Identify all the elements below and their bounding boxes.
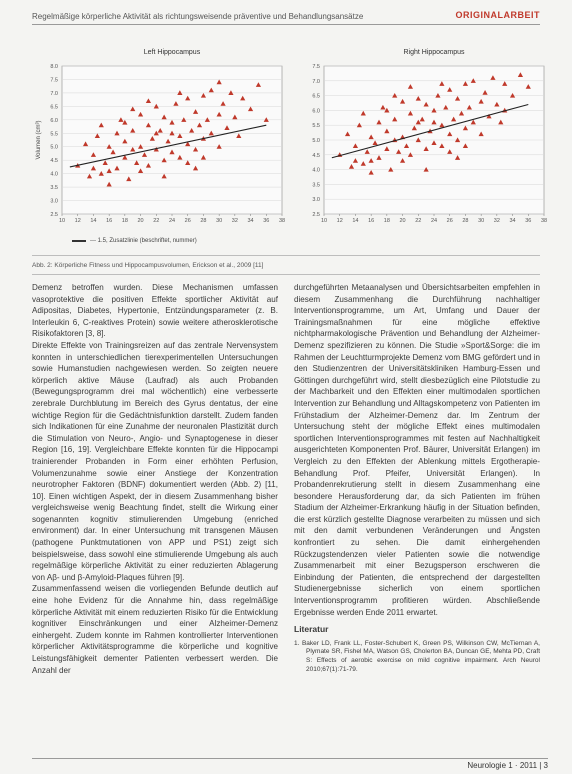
x-tick-label: 24 (168, 218, 176, 224)
x-tick-label: 28 (200, 218, 207, 224)
x-tick-label: 20 (399, 218, 406, 224)
x-tick-label: 10 (58, 218, 66, 224)
plot-area (62, 66, 282, 214)
body-column-right (294, 282, 540, 740)
literature-heading: Literatur (294, 624, 329, 635)
y-tick-label: 6.5 (312, 93, 320, 100)
legend-label: --- 1.5, Zusatzlinie (beschriftet, nummer) (90, 238, 197, 244)
page-footer (32, 758, 548, 771)
paragraph: durchgeführten Metaanalysen und Übersichtsarbeiten empfehlen in diesem Zusammenhang die Durchführung nachhaltiger Interventionsprogramme, um Art, Umfang und Dauer der Trainingsmaßnahmen für eine mögliche effektive nichtpharmakologische Prävention und Behandlung der Alzheimer-Demenz spezifizieren zu können. Die Studie »Sport&Sorge: die im Rahmen der Leuchtturmprojekte Demenz vom BMG gefördert und in den Studienzentren der Universitätskliniken Hamburg-Essen und Göttingen durchgeführt wird, stellt diesbezüglich eine Pilotstudie zu der Machbarkeit und den Effekten einer multimodalen sportlichen Intervention zur Behandlung und Alltagskompetenz von Patienten im Frühstadium der Alzheimer-Demenz dar. Im Zentrum der Untersuchung steht der mögliche Effekt eines multimodalen sportlichen Interventionsprogrammes mit festen auf Nachhaltigkeit ausgerichteten Komponenten Prof. Bäurer, Universität Erlangen) im Vergleich zu den Effekten der Ablenkung mittels Ergotherapie-Behandlung Prof. Pfeifer, Universität Erlangen). In Probandenrekrutierung stellt in diesem Zusammenhang eine besondere Herausforderung dar, da sich Patienten im frühen Stadium der Alzheimer-Erkrankung häufig in der Situation befinden, die erst kürzlich gestellte Diagnose verarbeiten zu müssen und sich mit den damit verbundenen Veränderungen und Ängsten konfrontiert zu sehen. Die damit einhergehenden Rückzugstendenzen vieler Patienten sowie die notwendige Zusammenarbeit mit einer Bezugsperson erschweren die Einbindung der Patienten, die entsprechend der dargestellten Studienergebnisse sicherlich von einem sportlichen Interventionsprogramm profitieren würden. Abschließende Ergebnisse werden Ende 2011 erwartet. (294, 283, 540, 617)
body-columns (32, 282, 540, 740)
legend-line-swatch (72, 240, 86, 242)
figure-legend (72, 238, 197, 244)
x-tick-label: 38 (540, 218, 548, 224)
x-tick-label: 12 (336, 218, 343, 224)
y-tick-label: 4.5 (312, 152, 320, 159)
figure-caption: Abb. 2: Körperliche Fitness und Hippocampusvolumen, Erickson et al., 2009 [11] (32, 262, 264, 269)
y-tick-label: 6.0 (50, 117, 58, 124)
x-tick-label: 34 (509, 218, 516, 224)
y-tick-label: 2.5 (312, 212, 320, 218)
running-header (32, 8, 540, 25)
y-tick-label: 7.0 (50, 90, 58, 97)
y-tick-label: 5.5 (50, 131, 58, 138)
x-tick-label: 18 (121, 218, 128, 224)
y-tick-label: 4.0 (312, 167, 320, 174)
x-tick-label: 14 (352, 218, 359, 224)
x-tick-label: 16 (106, 218, 113, 224)
y-tick-label: 5.0 (312, 138, 320, 144)
x-tick-label: 10 (320, 218, 328, 224)
x-tick-label: 28 (462, 218, 469, 224)
x-tick-label: 20 (137, 218, 144, 224)
figure-divider (32, 255, 540, 256)
reference-item: 1. Baker LD, Frank LL, Foster-Schubert K, Green PS, Wilkinson CW, McTiernan A, Plymate SR, Fishel MA, Watson GS, Cholerton BA, Duncan GE, Mehta PD, Craft S: Effects of aerobic exercise on mild cognitive impairment. Arch Neurol 2010;67(1):71-79. (294, 639, 540, 673)
x-tick-label: 26 (184, 218, 191, 224)
y-tick-label: 7.5 (50, 77, 58, 84)
x-tick-label: 24 (430, 218, 438, 224)
caption-divider (32, 274, 540, 275)
x-tick-label: 12 (74, 218, 81, 224)
y-tick-label: 5.5 (312, 123, 320, 130)
page-number: Neurologie 1 · 2011 | 3 (467, 761, 548, 770)
y-tick-label: 6.0 (312, 108, 320, 115)
y-tick-label: 3.5 (50, 185, 58, 192)
x-tick-label: 22 (415, 218, 422, 224)
x-tick-label: 14 (90, 218, 97, 224)
chart-title: Right Hippocampus (403, 49, 465, 56)
x-tick-label: 32 (493, 218, 500, 224)
figure (32, 36, 552, 242)
x-tick-label: 36 (263, 218, 270, 224)
y-axis-label: Volumen (cm³) (36, 120, 42, 160)
x-tick-label: 30 (216, 218, 223, 224)
y-tick-label: 3.0 (312, 197, 320, 204)
x-tick-label: 16 (368, 218, 375, 224)
x-tick-label: 22 (153, 218, 160, 224)
left-hippocampus-chart (32, 36, 290, 226)
y-tick-label: 8.0 (50, 64, 58, 70)
y-tick-label: 4.0 (50, 171, 58, 178)
y-tick-label: 6.5 (50, 104, 58, 111)
body-column-left (32, 282, 278, 740)
section-label: ORIGINALARBEIT (455, 10, 540, 20)
paragraph: Direkte Effekte von Trainingsreizen auf das zentrale Nervensystem konnten in unterschiedlichen tierexperimentellen Untersuchungen sowie Humanstudien nachgewiesen werden. So zeigten neuere körperlich aktive Mäuse (Laufrad) als auch Probanden (Bewegungsprogramm drei mal wöchentlich) eine verbesserte zerebrale Durchblutung im Bereich des Gyrus dentatus, der eine wichtige Region für die Gedächtnisfunktion darstellt. Zudem fanden sich Indikationen für eine Zunahme der neuronalen Plastizität durch die Stimulation von Neuro-, Angio- und Synaptogenese in dieser Region [16, 19]. Vergleichbare Effekte konnten für die Hippocampi trainierender Probanden in Form einer erhöhten Perfusion, Volumenzunahme sowie einer Anstiege der Konzentration neurotropher Faktoren (BDNF) dokumentiert werden (Abb. 2) [11, 10]. Einen wichtigen Aspekt, der in diesem Zusammenhang bisher vergleichsweise wenig Beachtung findet, stellt die Wirkung einer sogenannten kognitiv stimulierenden Umgebung (enriched environment) dar. In einer Untersuchung mit transgenen Mäusen (pathogene Punktmutationen von APP und PS1) zeigt sich beispielsweise, dass sowohl eine stimulierende Umgebung als auch regelmäßige körperliche Aktivität zu einer reduzierten Ablagerung von Aβ- und β-Amyloid-Plaques führen [9]. (32, 340, 278, 582)
x-tick-label: 30 (478, 218, 485, 224)
x-tick-label: 18 (383, 218, 390, 224)
paragraph: Demenz betroffen wurden. Diese Mechanismen umfassen vasoprotektive die positiven Effekte sportlicher Aktivität auf Adipositas, Diabetes, Hypertonie, Entzündungsparameter (z. B. Interleukin 6, C-reaktives Protein) sowie weitere atherosklerotische Risikofaktoren [3, 8]. (32, 283, 278, 339)
y-tick-label: 5.0 (50, 144, 58, 151)
y-tick-label: 4.5 (50, 158, 58, 165)
running-title: Regelmäßige körperliche Aktivität als richtungsweisende präventive und Behandlungsansätze (32, 12, 364, 21)
chart-title: Left Hippocampus (143, 49, 201, 56)
y-tick-label: 7.5 (312, 64, 320, 70)
right-hippocampus-chart (294, 36, 552, 226)
y-tick-label: 7.0 (312, 78, 320, 85)
y-tick-label: 3.0 (50, 198, 58, 205)
paragraph: Zusammenfassend weisen die vorliegenden Befunde deutlich auf eine hohe Evidenz für die Annahme hin, dass regelmäßige körperliche Aktivität mit einem reduzierten Risiko für die Entwicklung kognitiver Einschränkungen und einer Alzheimer-Demenz einhergeht. Zudem konnte im Rahmen kontrollierter Interventionen körperlicher Aktivitätsprogramme die körperliche und kognitive Leistungsfähigkeit dementer Patienten verbessert werden. Die Anzahl der (32, 584, 278, 675)
y-tick-label: 2.5 (50, 212, 58, 218)
x-tick-label: 38 (278, 218, 286, 224)
x-tick-label: 36 (525, 218, 532, 224)
y-tick-label: 3.5 (312, 182, 320, 189)
x-tick-label: 32 (231, 218, 238, 224)
x-tick-label: 26 (446, 218, 453, 224)
x-tick-label: 34 (247, 218, 254, 224)
